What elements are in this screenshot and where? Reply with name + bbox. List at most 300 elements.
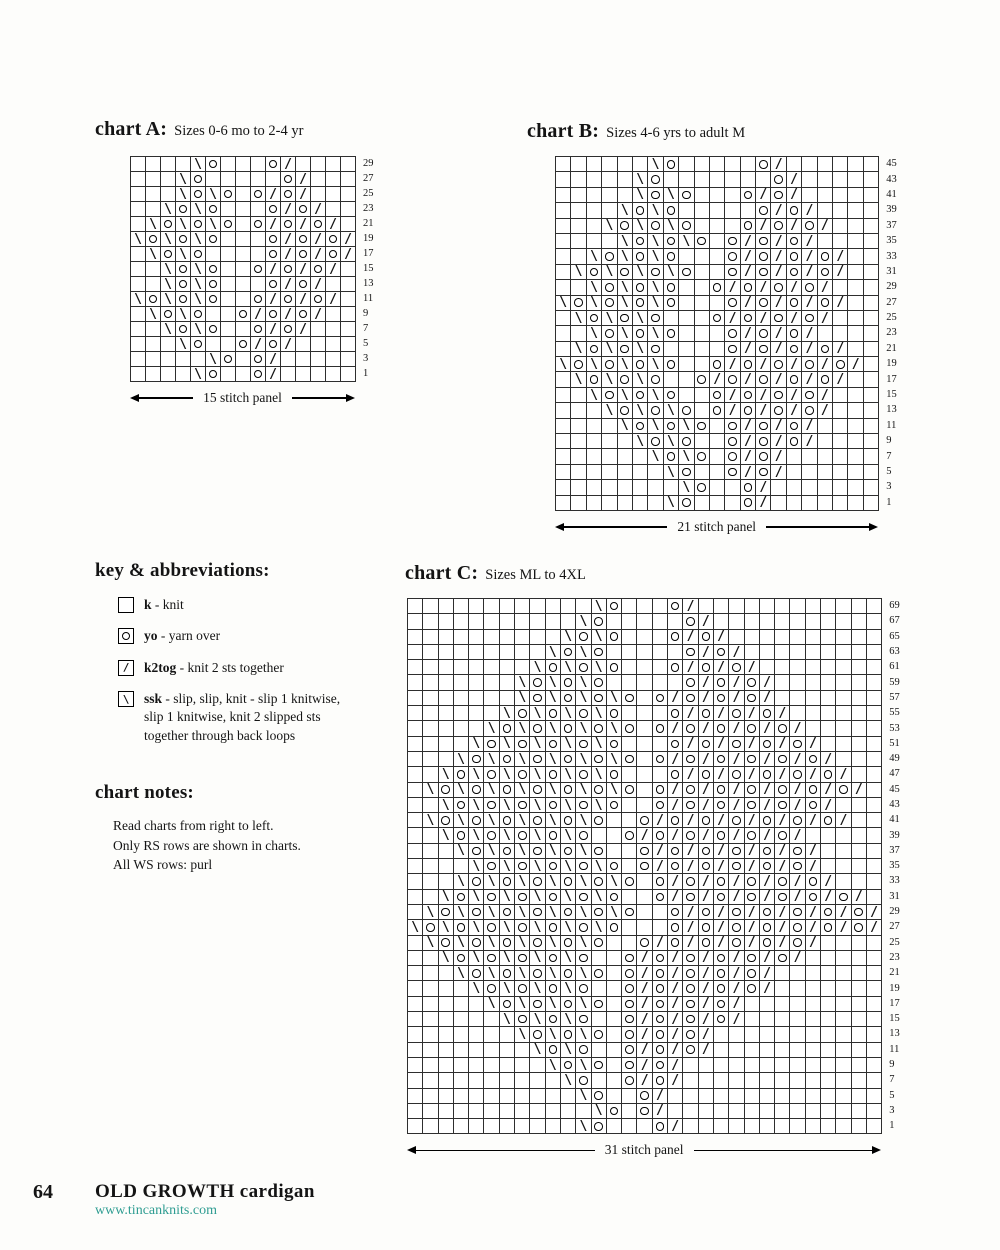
- stitch-cell: [587, 234, 602, 249]
- stitch-cell: [326, 247, 341, 262]
- stitch-cell: [756, 434, 771, 449]
- stitch-cell: [607, 599, 622, 614]
- stitch-cell: [648, 419, 663, 434]
- ssk-symbol: \: [548, 751, 557, 767]
- ssk-symbol: \: [548, 965, 557, 981]
- stitch-cell: [790, 645, 805, 660]
- ssk-symbol: \: [441, 766, 450, 782]
- stitch-cell: [500, 1012, 515, 1027]
- stitch-cell: [146, 247, 161, 262]
- stitch-cell: [852, 645, 867, 660]
- stitch-cell: [266, 337, 281, 352]
- k2tog-symbol: /: [686, 598, 695, 614]
- yarn-over-symbol: [713, 283, 722, 292]
- stitch-cell: [664, 280, 679, 295]
- stitch-cell: [714, 767, 729, 782]
- ssk-symbol: \: [487, 812, 496, 828]
- stitch-cell: [637, 905, 652, 920]
- stitch-cell: [653, 874, 668, 889]
- yarn-over-symbol: [549, 1045, 558, 1054]
- stitch-cell: [760, 614, 775, 629]
- k2tog-symbol: /: [701, 950, 710, 966]
- stitch-cell: [561, 1027, 576, 1042]
- stitch-cell: [515, 752, 530, 767]
- stitch-cell: [821, 737, 836, 752]
- k2tog-symbol: /: [701, 613, 710, 629]
- stitch-cell: [439, 737, 454, 752]
- ssk-symbol: \: [457, 965, 465, 981]
- stitch-cell: [622, 1027, 637, 1042]
- stitch-cell: [326, 172, 341, 187]
- stitch-cell: [146, 262, 161, 277]
- k2tog-symbol: /: [732, 751, 741, 767]
- stitch-cell: [221, 247, 236, 262]
- stitch-cell: [500, 614, 515, 629]
- stitch-cell: [648, 403, 663, 418]
- stitch-cell: [787, 311, 802, 326]
- stitch-cell: [668, 1119, 683, 1134]
- stitch-cell: [423, 1012, 438, 1027]
- ssk-symbol: \: [574, 341, 583, 357]
- stitch-cell: [131, 217, 146, 232]
- stitch-cell: [848, 496, 863, 511]
- k2tog-symbol: /: [790, 402, 798, 418]
- stitch-cell: [622, 783, 637, 798]
- k2tog-symbol: /: [836, 372, 845, 388]
- k2tog-symbol: /: [774, 264, 783, 280]
- stitch-cell: [587, 265, 602, 280]
- yarn-over-symbol: [763, 740, 772, 749]
- stitch-cell: [664, 357, 679, 372]
- yarn-over-symbol: [686, 724, 695, 733]
- stitch-cell: [760, 645, 775, 660]
- stitch-cell: [546, 844, 561, 859]
- ssk-symbol: \: [487, 996, 496, 1012]
- yarn-over-symbol: [809, 893, 818, 902]
- k2tog-symbol: /: [671, 690, 680, 706]
- stitch-cell: [618, 419, 633, 434]
- stitch-cell: [852, 737, 867, 752]
- stitch-cell: [530, 660, 545, 675]
- stitch-cell: [500, 920, 515, 935]
- ssk-symbol: \: [503, 981, 511, 997]
- ssk-symbol: \: [548, 935, 557, 951]
- yarn-over-symbol: [836, 360, 845, 369]
- stitch-cell: [633, 296, 648, 311]
- stitch-cell: [771, 234, 786, 249]
- ssk-symbol: \: [594, 797, 603, 813]
- k2tog-symbol: /: [732, 797, 741, 813]
- stitch-cell: [576, 630, 591, 645]
- ssk-symbol: \: [122, 692, 130, 706]
- k2tog-symbol: /: [805, 341, 814, 357]
- stitch-cell: [251, 172, 266, 187]
- stitch-cell: [653, 890, 668, 905]
- stitch-cell: [683, 936, 698, 951]
- stitch-cell: [221, 277, 236, 292]
- ssk-symbol: \: [574, 264, 583, 280]
- stitch-cell: [607, 1027, 622, 1042]
- stitch-cell: [454, 936, 469, 951]
- stitch-cell: [806, 936, 821, 951]
- stitch-cell: [653, 1089, 668, 1104]
- stitch-cell: [679, 265, 694, 280]
- yarn-over-symbol: [487, 954, 496, 963]
- k2tog-symbol: /: [743, 295, 752, 311]
- stitch-cell: [664, 465, 679, 480]
- ssk-symbol: \: [564, 950, 573, 966]
- stitch-cell: [648, 311, 663, 326]
- k2tog-symbol: /: [686, 935, 695, 951]
- stitch-cell: [637, 614, 652, 629]
- stitch-cell: [818, 219, 833, 234]
- stitch-cell: [725, 388, 740, 403]
- stitch-cell: [852, 691, 867, 706]
- stitch-cell: [500, 890, 515, 905]
- stitch-cell: [806, 660, 821, 675]
- yarn-over-symbol: [774, 391, 783, 400]
- k2tog-symbol: /: [732, 690, 741, 706]
- stitch-cell: [790, 630, 805, 645]
- stitch-cell: [664, 480, 679, 495]
- stitch-cell: [311, 247, 326, 262]
- stitch-cell: [725, 403, 740, 418]
- stitch-cell: [771, 480, 786, 495]
- stitch-cell: [206, 352, 221, 367]
- stitch-cell: [760, 798, 775, 813]
- stitch-cell: [699, 675, 714, 690]
- yarn-over-symbol: [839, 785, 848, 794]
- stitch-cell: [775, 828, 790, 843]
- k2tog-symbol: /: [759, 310, 768, 326]
- stitch-cell: [729, 737, 744, 752]
- stitch-cell: [787, 188, 802, 203]
- stitch-cell: [587, 388, 602, 403]
- yarn-over-symbol: [790, 298, 799, 307]
- stitch-cell: [852, 920, 867, 935]
- k2tog-symbol: /: [701, 675, 710, 691]
- yarn-over-symbol: [790, 375, 799, 384]
- ssk-symbol: \: [548, 843, 557, 859]
- stitch-cell: [561, 828, 576, 843]
- stitch-cell: [695, 465, 710, 480]
- k2tog-symbol: /: [778, 919, 787, 935]
- row-number: 9: [889, 1059, 895, 1071]
- stitch-cell: [790, 920, 805, 935]
- stitch-cell: [725, 265, 740, 280]
- stitch-cell: [775, 905, 790, 920]
- stitch-cell: [836, 1043, 851, 1058]
- row-number: 39: [886, 204, 897, 216]
- stitch-cell: [408, 660, 423, 675]
- key-item-label: ssk - slip, slip, knit - slip 1 knitwise, slip 1 knitwise, knit 2 slipped sts together through back loops: [144, 691, 341, 743]
- stitch-cell: [454, 966, 469, 981]
- stitch-cell: [710, 372, 725, 387]
- stitch-cell: [423, 966, 438, 981]
- k2tog-symbol: /: [793, 751, 802, 767]
- stitch-cell: [206, 322, 221, 337]
- stitch-cell: [587, 296, 602, 311]
- yarn-over-symbol: [503, 847, 512, 856]
- row-number: 27: [889, 921, 900, 933]
- stitch-cell: [668, 1043, 683, 1058]
- k2tog-symbol: /: [671, 1026, 680, 1042]
- stitch-cell: [821, 905, 836, 920]
- stitch-cell: [206, 157, 221, 172]
- stitch-cell: [161, 277, 176, 292]
- stitch-cell: [423, 691, 438, 706]
- stitch-cell: [576, 1043, 591, 1058]
- stitch-cell: [756, 157, 771, 172]
- website-link[interactable]: www.tincanknits.com: [95, 1203, 217, 1218]
- ssk-symbol: \: [564, 981, 573, 997]
- chart-a-title: chart A:: [95, 118, 168, 140]
- stitch-cell: [852, 844, 867, 859]
- ssk-symbol: \: [503, 919, 511, 935]
- yarn-over-symbol: [656, 1015, 665, 1024]
- stitch-cell: [618, 219, 633, 234]
- stitch-cell: [251, 157, 266, 172]
- yarn-over-symbol: [472, 908, 481, 917]
- yarn-over-symbol: [284, 295, 292, 303]
- yarn-over-symbol: [254, 265, 262, 273]
- k2tog-symbol: /: [808, 766, 817, 782]
- stitch-cell: [729, 1089, 744, 1104]
- stitch-cell: [556, 265, 571, 280]
- yarn-over-symbol: [564, 908, 573, 917]
- stitch-cell: [561, 859, 576, 874]
- stitch-cell: [571, 419, 586, 434]
- stitch-cell: [836, 981, 851, 996]
- stitch-cell: [699, 874, 714, 889]
- stitch-cell: [833, 326, 848, 341]
- k2tog-symbol: /: [763, 950, 771, 966]
- stitch-cell: [266, 322, 281, 337]
- stitch-cell: [454, 997, 469, 1012]
- stitch-cell: [592, 1043, 607, 1058]
- stitch-cell: [423, 599, 438, 614]
- stitch-cell: [802, 249, 817, 264]
- ssk-symbol: \: [472, 950, 481, 966]
- stitch-cell: [695, 265, 710, 280]
- stitch-cell: [756, 234, 771, 249]
- stitch-cell: [281, 367, 296, 382]
- stitch-cell: [530, 614, 545, 629]
- stitch-cell: [821, 1058, 836, 1073]
- stitch-cell: [775, 981, 790, 996]
- stitch-cell: [176, 292, 191, 307]
- stitch-cell: [176, 352, 191, 367]
- yarn-over-symbol: [774, 221, 783, 230]
- yarn-over-symbol: [732, 847, 741, 856]
- stitch-cell: [161, 202, 176, 217]
- stitch-cell: [408, 783, 423, 798]
- stitch-cell: [836, 645, 851, 660]
- stitch-cell: [699, 828, 714, 843]
- stitch-cell: [131, 322, 146, 337]
- ssk-symbol: \: [518, 996, 527, 1012]
- yarn-over-symbol: [518, 862, 527, 871]
- stitch-cell: [622, 828, 637, 843]
- stitch-cell: [500, 660, 515, 675]
- yarn-over-symbol: [164, 220, 172, 228]
- chart-c-panel-arrow: [407, 1142, 881, 1158]
- stitch-cell: [648, 296, 663, 311]
- stitch-cell: [439, 1119, 454, 1134]
- yarn-over-symbol: [686, 1000, 695, 1009]
- yarn-over-symbol: [457, 770, 466, 779]
- stitch-cell: [602, 342, 617, 357]
- stitch-cell: [500, 737, 515, 752]
- ssk-symbol: \: [548, 873, 557, 889]
- ssk-symbol: \: [149, 216, 157, 232]
- yarn-over-symbol: [605, 360, 614, 369]
- stitch-cell: [146, 157, 161, 172]
- stitch-cell: [683, 1119, 698, 1134]
- yarn-over-symbol: [651, 221, 660, 230]
- stitch-cell: [607, 828, 622, 843]
- stitch-cell: [806, 951, 821, 966]
- yarn-over-symbol: [671, 847, 680, 856]
- stitch-cell: [668, 752, 683, 767]
- stitch-cell: [836, 691, 851, 706]
- row-number: 15: [889, 1013, 900, 1025]
- stitch-cell: [664, 419, 679, 434]
- stitch-cell: [341, 352, 356, 367]
- stitch-cell: [607, 1089, 622, 1104]
- yarn-over-symbol: [549, 740, 558, 749]
- stitch-cell: [806, 997, 821, 1012]
- yarn-over-symbol: [656, 893, 665, 902]
- stitch-cell: [790, 1027, 805, 1042]
- yarn-over-symbol: [640, 1107, 649, 1116]
- stitch-cell: [760, 783, 775, 798]
- stitch-cell: [821, 1073, 836, 1088]
- stitch-cell: [741, 372, 756, 387]
- stitch-cell: [515, 691, 530, 706]
- yarn-over-symbol: [790, 252, 799, 261]
- stitch-cell: [500, 706, 515, 721]
- yarn-over-symbol: [717, 694, 726, 703]
- stitch-cell: [146, 202, 161, 217]
- stitch-cell: [679, 449, 694, 464]
- stitch-cell: [602, 449, 617, 464]
- k2tog-symbol: /: [728, 402, 737, 418]
- stitch-cell: [695, 326, 710, 341]
- stitch-cell: [683, 1043, 698, 1058]
- stitch-cell: [191, 217, 206, 232]
- stitch-cell: [679, 419, 694, 434]
- stitch-cell: [439, 691, 454, 706]
- stitch-cell: [771, 157, 786, 172]
- yarn-over-symbol: [667, 391, 676, 400]
- yarn-over-symbol: [713, 314, 722, 323]
- ssk-symbol: \: [533, 705, 542, 721]
- stitch-cell: [633, 465, 648, 480]
- stitch-cell: [637, 767, 652, 782]
- stitch-cell: [592, 890, 607, 905]
- stitch-cell: [266, 202, 281, 217]
- stitch-cell: [191, 232, 206, 247]
- stitch-cell: [818, 280, 833, 295]
- stitch-cell: [571, 434, 586, 449]
- stitch-cell: [408, 691, 423, 706]
- stitch-cell: [206, 202, 221, 217]
- stitch-cell: [602, 280, 617, 295]
- row-number: 33: [886, 250, 897, 262]
- stitch-cell: [699, 767, 714, 782]
- stitch-cell: [530, 1073, 545, 1088]
- stitch-cell: [699, 981, 714, 996]
- stitch-cell: [561, 721, 576, 736]
- stitch-cell: [848, 172, 863, 187]
- ssk-symbol: \: [610, 721, 618, 737]
- k2tog-symbol: /: [701, 981, 710, 997]
- stitch-cell: [423, 936, 438, 951]
- ssk-symbol: \: [579, 644, 588, 660]
- stitch-cell: [408, 951, 423, 966]
- k2tog-symbol: /: [820, 387, 829, 403]
- stitch-cell: [326, 352, 341, 367]
- stitch-cell: [864, 465, 879, 480]
- k2tog-symbol: /: [870, 904, 878, 920]
- stitch-cell: [821, 691, 836, 706]
- stitch-cell: [790, 890, 805, 905]
- ssk-symbol: \: [667, 495, 675, 511]
- row-number: 17: [886, 373, 897, 385]
- stitch-cell: [714, 1027, 729, 1042]
- stitch-cell: [602, 296, 617, 311]
- stitch-cell: [191, 262, 206, 277]
- stitch-cell: [699, 660, 714, 675]
- stitch-cell: [787, 434, 802, 449]
- stitch-cell: [699, 1012, 714, 1027]
- k2tog-symbol: /: [671, 889, 680, 905]
- yarn-over-symbol: [667, 206, 676, 215]
- stitch-cell: [131, 292, 146, 307]
- stitch-cell: [484, 828, 499, 843]
- stitch-cell: [556, 219, 571, 234]
- k2tog-symbol: /: [284, 246, 292, 262]
- stitch-cell: [454, 752, 469, 767]
- yarn-over-symbol: [793, 816, 802, 825]
- yarn-over-symbol: [284, 325, 292, 333]
- k2tog-symbol: /: [640, 965, 649, 981]
- k2tog-symbol: /: [284, 306, 292, 322]
- stitch-cell: [760, 813, 775, 828]
- stitch-cell: [745, 828, 760, 843]
- stitch-cell: [146, 217, 161, 232]
- stitch-cell: [833, 449, 848, 464]
- stitch-cell: [741, 465, 756, 480]
- stitch-cell: [607, 721, 622, 736]
- stitch-cell: [637, 721, 652, 736]
- k2tog-symbol: /: [790, 187, 798, 203]
- yarn-over-symbol: [744, 191, 753, 200]
- yarn-over-symbol: [594, 724, 603, 733]
- stitch-cell: [775, 660, 790, 675]
- yarn-over-symbol: [656, 801, 665, 810]
- yarn-over-symbol: [441, 908, 450, 917]
- stitch-cell: [571, 403, 586, 418]
- stitch-cell: [423, 905, 438, 920]
- stitch-cell: [484, 1073, 499, 1088]
- stitch-cell: [236, 277, 251, 292]
- stitch-cell: [515, 783, 530, 798]
- stitch-cell: [836, 966, 851, 981]
- yarn-over-symbol: [487, 862, 496, 871]
- stitch-cell: [469, 1012, 484, 1027]
